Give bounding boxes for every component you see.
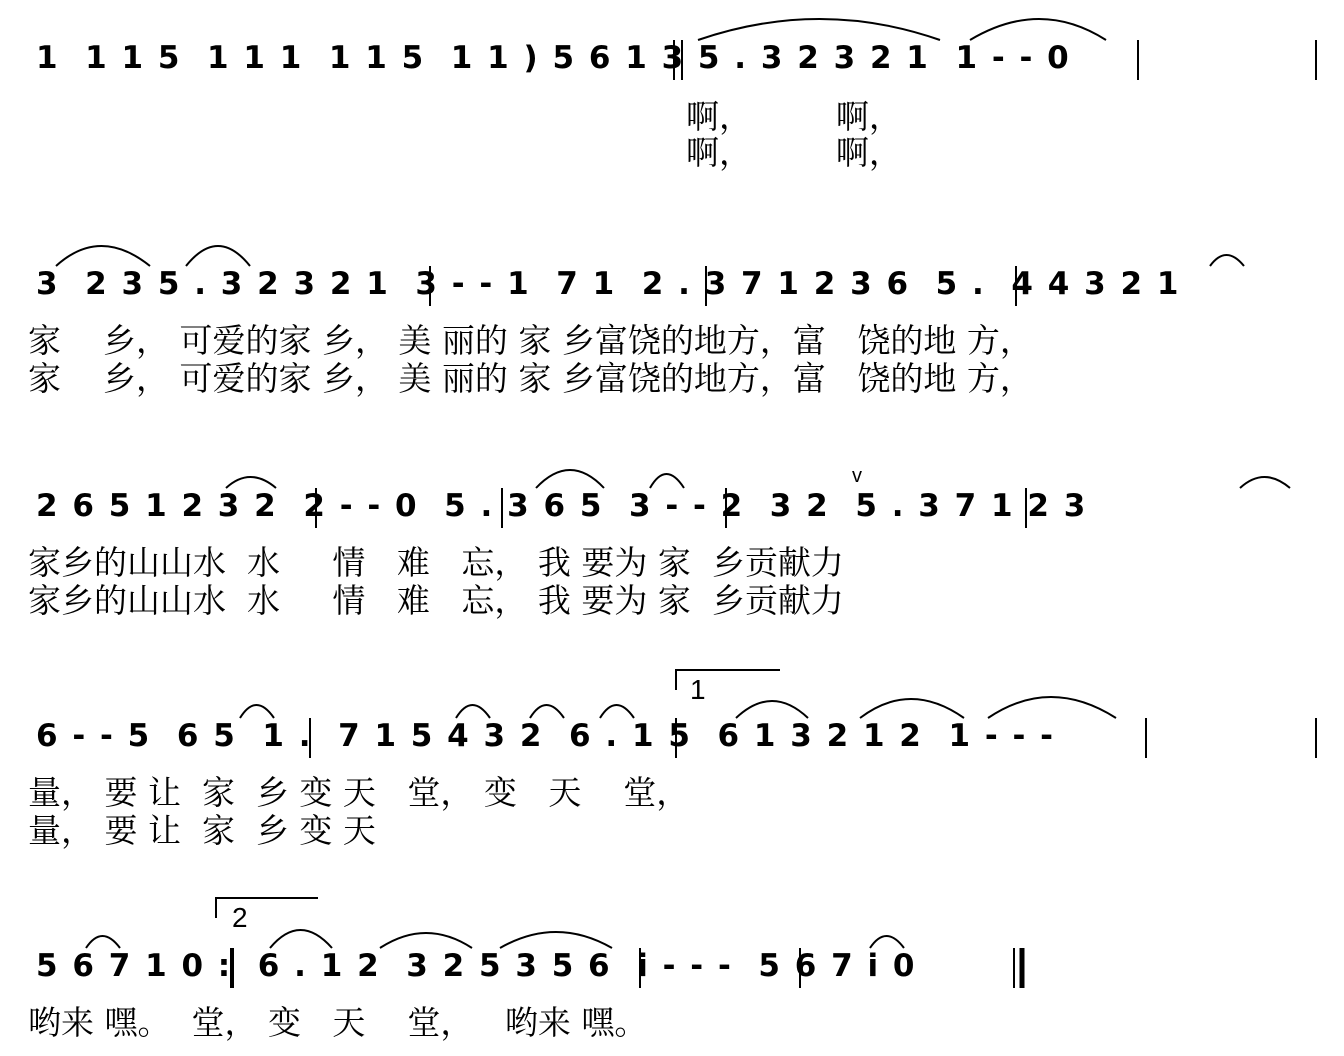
volta-2-bracket <box>216 898 318 918</box>
slur <box>226 477 276 488</box>
volta-1-bracket <box>676 670 780 690</box>
lyric-line-4-verse-2: 量， 要 让 家 乡 变 天 <box>28 811 376 850</box>
slur <box>240 705 274 718</box>
lyric-line-3-verse-2: 家乡的山山水 水 情 难 忘， 我 要为 家 乡贡献力 <box>28 581 844 620</box>
lyric-line-1-verse-1: 啊， 啊， <box>686 97 902 136</box>
slur <box>650 474 684 488</box>
slur <box>698 19 940 40</box>
notation-line-5: 5 6 7 1 0 : 6 . 1 2 3 2 5 3 5 6 i - - - 5 6 7 i 0 <box>36 948 917 984</box>
slur <box>860 699 964 718</box>
notation-line-1: 1 1 1 5 1 1 1 1 1 5 1 1 ) 5 6 1 3 5 . 3 2 3 2 1 1 - - 0 <box>36 40 1071 76</box>
slur <box>870 936 904 948</box>
slur <box>988 697 1116 718</box>
slur <box>500 932 612 948</box>
slur <box>380 933 472 948</box>
slur <box>600 705 634 718</box>
lyric-line-1-verse-2: 啊， 啊， <box>686 133 902 172</box>
volta-1-label: 1 <box>690 674 706 705</box>
notation-line-2: 3 2 3 5 . 3 2 3 2 1 3 - - 1 7 1 2 . 3 7 1 2 3 6 5 . 4 4 3 2 1 <box>36 266 1181 302</box>
lyric-line-2-verse-2: 家 乡， 可爱的家 乡， 美 丽的 家 乡富饶的地方，富 饶的地 方， <box>28 359 1033 398</box>
slur <box>530 705 564 718</box>
slur <box>270 930 332 948</box>
slur <box>186 246 250 266</box>
lyric-line-2-verse-1: 家 乡， 可爱的家 乡， 美 丽的 家 乡富饶的地方，富 饶的地 方， <box>28 321 1033 360</box>
slur <box>736 701 808 718</box>
lyric-line-4-verse-1: 量， 要 让 家 乡 变 天 堂， 变 天 堂， <box>28 773 690 812</box>
slur <box>86 936 120 948</box>
slur <box>1240 477 1290 488</box>
slur <box>456 705 490 718</box>
slur <box>1210 255 1244 266</box>
breath-mark: v <box>852 465 862 487</box>
slur <box>56 246 150 266</box>
volta-2-label: 2 <box>232 902 248 933</box>
notation-line-3: 2 6 5 1 2 3 2 2 - - 0 5 . 3 6 5 3 - - 2 3 2 5 . 3 7 1 2 3 <box>36 488 1088 524</box>
slur <box>536 470 604 488</box>
notation-line-4: 6 - - 5 6 5 1 . 7 1 5 4 3 2 6 . 1 5 6 1 3 2 1 2 1 - - - <box>36 718 1056 754</box>
lyric-line-3-verse-1: 家乡的山山水 水 情 难 忘， 我 要为 家 乡贡献力 <box>28 543 844 582</box>
lyric-line-5: 哟来 嘿。 堂， 变 天 堂， 哟来 嘿。 <box>28 1003 648 1042</box>
slur <box>970 19 1106 40</box>
